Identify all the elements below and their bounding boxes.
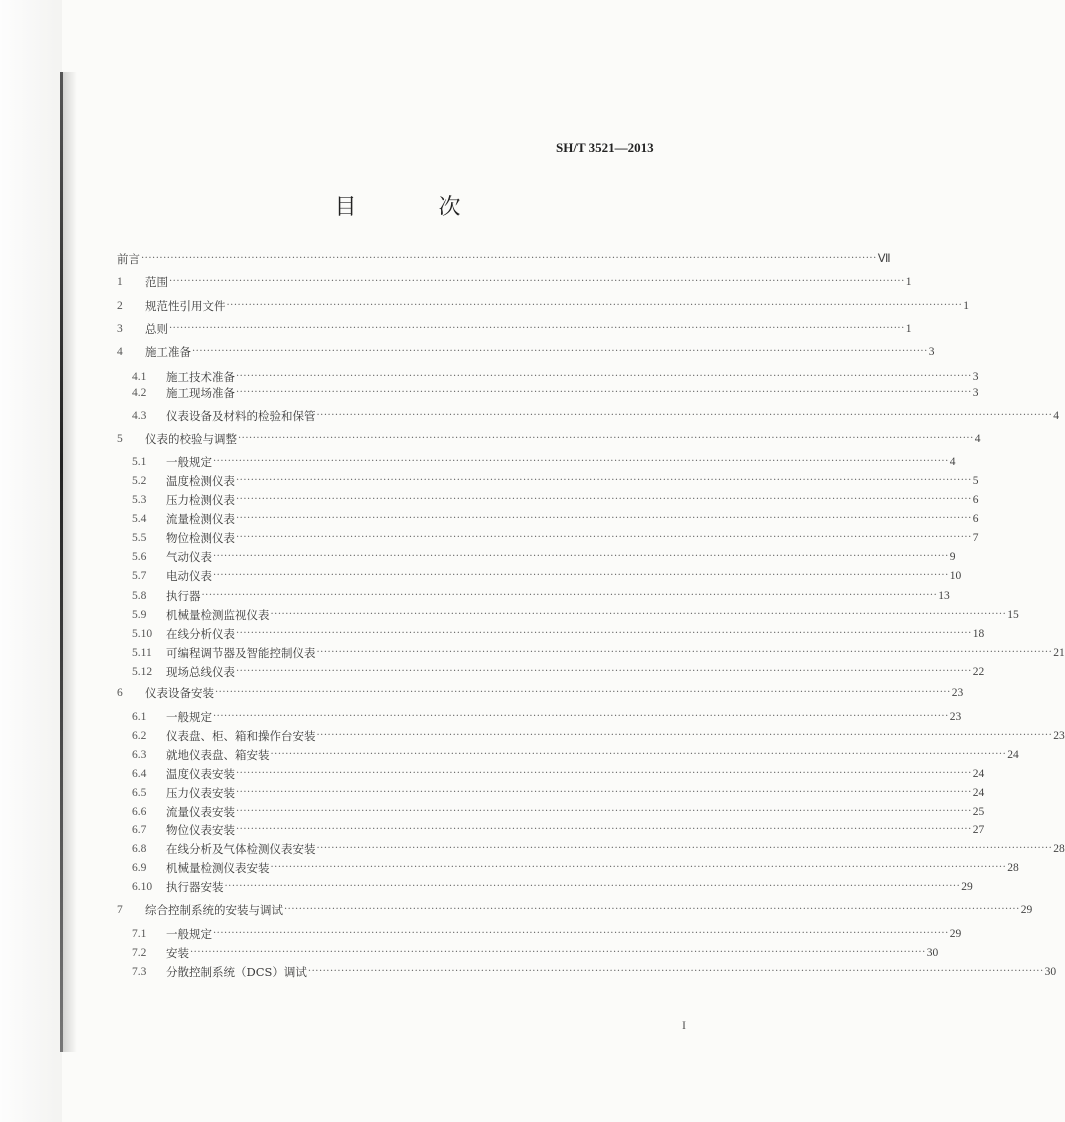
toc-entry-number: 4.1: [132, 371, 147, 383]
toc-entry-page: 28: [1007, 862, 1019, 874]
toc-entry[interactable]: [132, 409, 1059, 423]
toc-entry-title: 施工技术准备: [166, 370, 235, 384]
toc-entry-page: 3: [972, 371, 979, 383]
toc-entry-page: Ⅶ: [877, 253, 891, 265]
toc-entry-number: 5.11: [132, 647, 152, 659]
toc-entry-title: 物位仪表安装: [166, 823, 235, 837]
toc-entry-page: 22: [972, 666, 985, 678]
toc-entry-page: 4: [949, 456, 956, 468]
dot-leader: ········································································································································································································: [236, 532, 972, 543]
toc-entry-number: 6.5: [132, 787, 147, 799]
toc-entry-title: 可编程调节器及智能控制仪表: [166, 646, 316, 660]
toc-entry[interactable]: [132, 823, 985, 837]
toc-entry-title: 施工现场准备: [166, 386, 235, 400]
dot-leader: ········································································································································································································: [213, 928, 949, 939]
dot-leader: ········································································································································································································: [236, 494, 972, 505]
dot-leader: ········································································································································································································: [316, 843, 1053, 854]
toc-entry-title: 流量检测仪表: [166, 512, 235, 526]
toc-entry-page: 23: [949, 711, 962, 723]
toc-entry-page: 1: [963, 300, 969, 312]
scan-margin: [0, 0, 62, 1122]
toc-entry-title: 流量仪表安装: [166, 805, 235, 819]
dot-leader: ········································································································································································································: [307, 966, 1044, 977]
dot-leader: ········································································································································································································: [213, 711, 949, 722]
dot-leader: ········································································································································································································: [213, 456, 949, 467]
toc-entry-number: 7: [117, 904, 123, 916]
toc-entry[interactable]: [132, 474, 979, 488]
toc-entry-title: 压力检测仪表: [166, 493, 235, 507]
toc-entry-page: 4: [1053, 410, 1059, 422]
toc-entry-title: 一般规定: [166, 710, 212, 724]
toc-entry[interactable]: [132, 386, 979, 400]
toc-entry-number: 5.6: [132, 551, 147, 563]
toc-entry-title: 仪表设备及材料的检验和保管: [166, 409, 316, 423]
toc-entry[interactable]: [132, 880, 973, 894]
toc-entry-title: 仪表的校验与调整: [145, 432, 237, 446]
dot-leader: ········································································································································································································: [316, 410, 1053, 421]
toc-entry-page: 3: [928, 346, 935, 358]
toc-entry-number: 4.2: [132, 387, 147, 399]
dot-leader: ········································································································································································································: [316, 730, 1053, 741]
toc-entry[interactable]: [132, 805, 985, 819]
toc-entry-number: 6.8: [132, 843, 147, 855]
toc-entry-page: 1: [905, 323, 912, 335]
toc-entry-page: 23: [1053, 730, 1065, 742]
page-title: 目 次: [334, 195, 491, 220]
dot-leader: ········································································································································································································: [236, 666, 972, 677]
toc-entry[interactable]: [132, 370, 979, 384]
toc-entry-title: 现场总线仪表: [166, 665, 235, 679]
toc-entry[interactable]: [132, 627, 985, 641]
dot-leader: ········································································································································································································: [238, 433, 974, 444]
dot-leader: ········································································································································································································: [270, 609, 1007, 620]
toc-entry-page: 4: [974, 433, 981, 445]
toc-entry-number: 5.1: [132, 456, 147, 468]
toc-entry-number: 5.5: [132, 532, 147, 544]
toc-entry-page: 24: [972, 787, 985, 799]
dot-leader: ········································································································································································································: [169, 276, 905, 287]
page-number: I: [682, 1018, 686, 1032]
toc-entry[interactable]: [132, 589, 950, 603]
toc-entry-page: 30: [1044, 966, 1057, 978]
toc-entry[interactable]: [132, 531, 979, 545]
dot-leader: ········································································································································································································: [236, 371, 972, 382]
toc-entry-title: 就地仪表盘、箱安装: [166, 748, 270, 762]
toc-entry-title: 执行器: [166, 589, 201, 603]
toc-entry-page: 5: [972, 475, 979, 487]
toc-entry-title: 总则: [145, 322, 168, 336]
toc-entry-title: 施工准备: [145, 345, 191, 359]
toc-entry-page: 30: [926, 947, 939, 959]
toc-entry-title: 气动仪表: [166, 550, 212, 564]
dot-leader: ········································································································································································································: [201, 590, 938, 601]
dot-leader: ········································································································································································································: [169, 323, 905, 334]
dot-leader: ········································································································································································································: [270, 862, 1007, 873]
standard-code: SH/T 3521—2013: [556, 140, 654, 155]
dot-leader: ········································································································································································································: [213, 570, 949, 581]
dot-leader: ········································································································································································································: [236, 475, 972, 486]
toc-entry-title: 分散控制系统（DCS）调试: [166, 965, 307, 979]
toc-entry[interactable]: [132, 608, 1019, 622]
dot-leader: ········································································································································································································: [236, 824, 972, 835]
toc-entry[interactable]: [132, 786, 985, 800]
toc-entry-title: 物位检测仪表: [166, 531, 235, 545]
toc-entry-title: 温度仪表安装: [166, 767, 235, 781]
toc-entry-page: 24: [1007, 749, 1019, 761]
toc-entry[interactable]: [132, 927, 962, 941]
toc-entry-title: 压力仪表安装: [166, 786, 235, 800]
toc-entry[interactable]: [117, 322, 912, 336]
toc-entry[interactable]: [132, 512, 979, 526]
toc-entry-title: 综合控制系统的安装与调试: [145, 903, 283, 917]
toc-entry[interactable]: [132, 710, 962, 724]
toc-entry[interactable]: [132, 665, 985, 679]
toc-entry-number: 4.3: [132, 410, 147, 422]
toc-entry-page: 15: [1007, 609, 1019, 621]
toc-entry[interactable]: [132, 946, 939, 960]
toc-entry-number: 5.7: [132, 570, 147, 582]
toc-entry-number: 5.3: [132, 494, 147, 506]
toc-entry-number: 6.1: [132, 711, 147, 723]
toc-entry[interactable]: [132, 729, 1065, 743]
toc-entry[interactable]: [132, 455, 956, 469]
toc-entry-page: 25: [972, 806, 985, 818]
toc-entry-title: 电动仪表: [166, 569, 212, 583]
toc-entry-number: 5.4: [132, 513, 147, 525]
toc-entry[interactable]: [132, 493, 979, 507]
toc-entry-page: 27: [972, 824, 985, 836]
dot-leader: ········································································································································································································: [316, 647, 1053, 658]
dot-leader: ········································································································································································································: [141, 253, 877, 264]
toc-entry-title: 一般规定: [166, 927, 212, 941]
toc-entry-title: 安装: [166, 946, 189, 960]
toc-entry-number: 7.2: [132, 947, 147, 959]
toc-entry[interactable]: [132, 842, 1065, 856]
dot-leader: ········································································································································································································: [224, 881, 961, 892]
toc-entry[interactable]: [132, 646, 1065, 660]
toc-entry-title: 在线分析仪表: [166, 627, 235, 641]
toc-entry[interactable]: [132, 550, 956, 564]
dot-leader: ········································································································································································································: [270, 749, 1007, 760]
dot-leader: ········································································································································································································: [236, 806, 972, 817]
toc-entry-title: 执行器安装: [166, 880, 224, 894]
toc-entry-title: 机械量检测监视仪表: [166, 608, 270, 622]
toc-entry-page: 6: [972, 513, 979, 525]
dot-leader: ········································································································································································································: [236, 768, 972, 779]
toc-entry-title: 一般规定: [166, 455, 212, 469]
toc-entry-number: 3: [117, 323, 123, 335]
toc-entry[interactable]: [117, 299, 969, 313]
toc-entry-number: 2: [117, 300, 123, 312]
toc-entry-page: 29: [1020, 904, 1033, 916]
toc-entry-page: 21: [1053, 647, 1065, 659]
dot-leader: ········································································································································································································: [236, 513, 972, 524]
dot-leader: ········································································································································································································: [236, 387, 972, 398]
dot-leader: ········································································································································································································: [226, 300, 963, 311]
toc-entry-number: 5.8: [132, 590, 147, 602]
toc-entry-number: 6.7: [132, 824, 147, 836]
dot-leader: ········································································································································································································: [215, 687, 951, 698]
toc-entry-number: 5: [117, 433, 123, 445]
toc-entry-title: 温度检测仪表: [166, 474, 235, 488]
dot-leader: ········································································································································································································: [190, 947, 926, 958]
toc-entry[interactable]: [117, 686, 964, 700]
toc-entry-page: 29: [961, 881, 973, 893]
toc-entry-title: 在线分析及气体检测仪表安装: [166, 842, 316, 856]
toc-entry[interactable]: [132, 748, 1019, 762]
dot-leader: ········································································································································································································: [284, 904, 1020, 915]
toc-entry-number: 6.9: [132, 862, 147, 874]
toc-entry-title: 前言: [117, 252, 140, 266]
toc-entry-page: 23: [951, 687, 964, 699]
toc-entry[interactable]: [132, 965, 1057, 979]
dot-leader: ········································································································································································································: [236, 628, 972, 639]
toc-entry-title: 范围: [145, 275, 168, 289]
toc-entry-page: 24: [972, 768, 985, 780]
toc-entry-number: 5.2: [132, 475, 147, 487]
toc-entry-title: 机械量检测仪表安装: [166, 861, 270, 875]
toc-entry[interactable]: [117, 252, 891, 266]
toc-entry-number: 5.9: [132, 609, 147, 621]
toc-entry[interactable]: [117, 275, 912, 289]
toc-entry-number: 6.2: [132, 730, 147, 742]
toc-entry-number: 6.6: [132, 806, 147, 818]
toc-entry[interactable]: [117, 345, 935, 359]
toc-entry-number: 6.10: [132, 881, 153, 893]
toc-entry-number: 5.12: [132, 666, 153, 678]
toc-entry-page: 28: [1053, 843, 1065, 855]
toc-entry-number: 5.10: [132, 628, 153, 640]
toc-entry-title: 规范性引用文件: [145, 299, 226, 313]
toc-entry[interactable]: [117, 903, 1033, 917]
toc-entry-number: 7.3: [132, 966, 147, 978]
toc-entry[interactable]: [132, 861, 1019, 875]
toc-entry-page: 1: [905, 276, 912, 288]
toc-entry-title: 仪表盘、柜、箱和操作台安装: [166, 729, 316, 743]
dot-leader: ········································································································································································································: [236, 787, 972, 798]
toc-entry-page: 6: [972, 494, 979, 506]
dot-leader: ········································································································································································································: [192, 346, 928, 357]
toc-entry-number: 4: [117, 346, 123, 358]
toc-entry-title: 仪表设备安装: [145, 686, 214, 700]
dot-leader: ········································································································································································································: [213, 551, 949, 562]
toc-entry-number: 6.3: [132, 749, 147, 761]
toc-entry-page: 9: [949, 551, 956, 563]
toc-entry-page: 18: [972, 628, 985, 640]
toc-entry-page: 29: [949, 928, 962, 940]
toc-entry[interactable]: [132, 767, 985, 781]
toc-entry-number: 7.1: [132, 928, 147, 940]
toc-entry[interactable]: [117, 432, 981, 446]
toc-entry-page: 3: [972, 387, 979, 399]
toc-entry-number: 1: [117, 276, 123, 288]
toc-entry[interactable]: [132, 569, 962, 583]
toc-entry-page: 7: [972, 532, 979, 544]
toc-entry-number: 6.4: [132, 768, 147, 780]
toc-entry-number: 6: [117, 687, 123, 699]
toc-entry-page: 13: [938, 590, 950, 602]
toc-entry-page: 10: [949, 570, 962, 582]
